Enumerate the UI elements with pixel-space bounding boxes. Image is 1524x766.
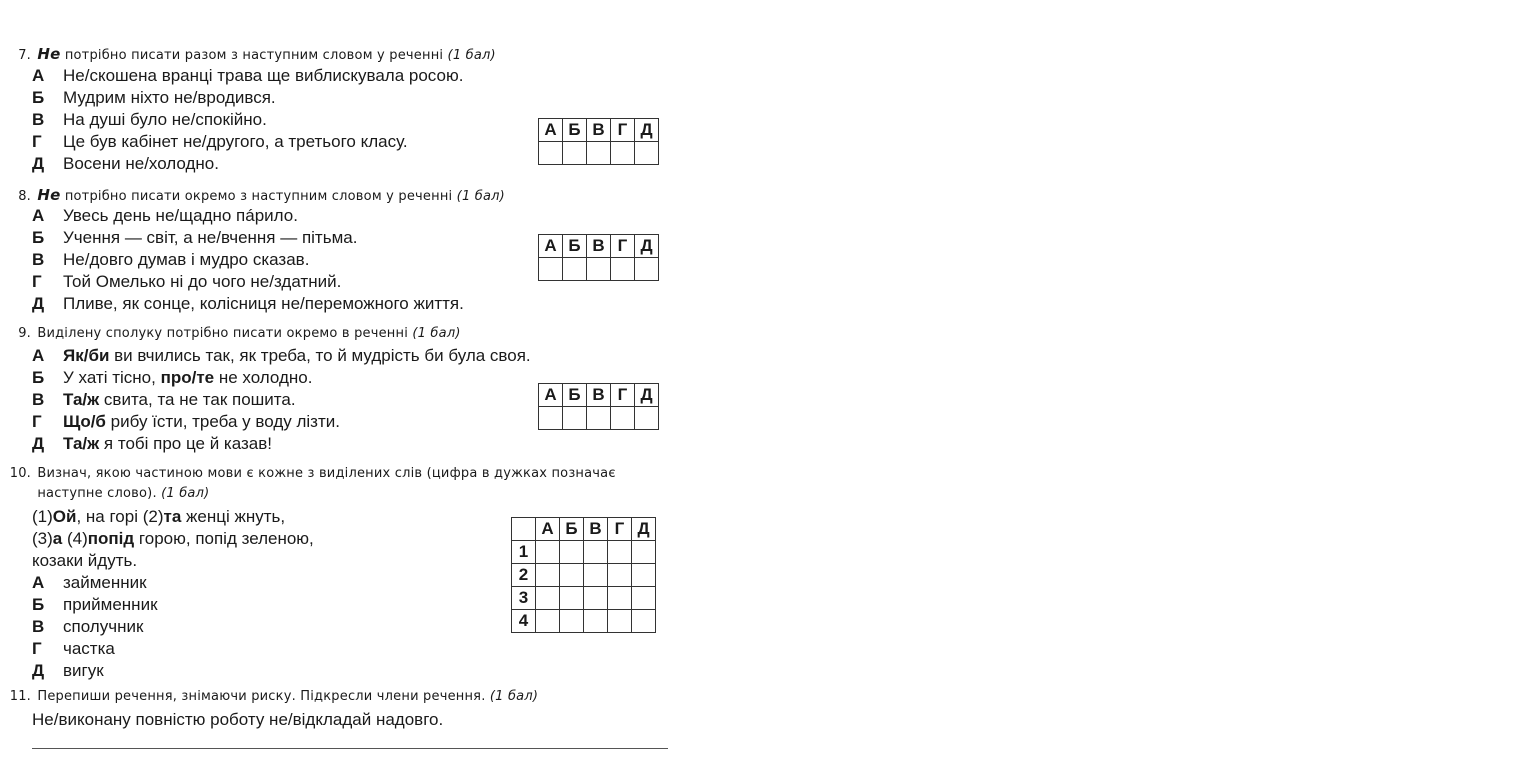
grid-header-cell: В	[587, 235, 611, 258]
q7-points: (1 бал)	[447, 48, 496, 63]
answer-cell[interactable]	[560, 610, 584, 633]
answer-cell[interactable]	[563, 258, 587, 281]
grid-row-label: 4	[512, 610, 536, 633]
grid-header-cell: Д	[635, 119, 659, 142]
answer-cell[interactable]	[635, 407, 659, 430]
answer-cell[interactable]	[587, 142, 611, 165]
q7-lead: Не	[37, 45, 61, 63]
grid-corner-cell	[512, 518, 536, 541]
q8-option-h: Г Той Омелько ні до чого не/здатний.	[32, 272, 342, 291]
answer-cell[interactable]	[560, 541, 584, 564]
grid-header-cell: Б	[563, 235, 587, 258]
q9-text: Виділену сполуку потрібно писати окремо в реченні	[37, 326, 409, 341]
answer-cell[interactable]	[632, 541, 656, 564]
grid-header-cell: Г	[611, 235, 635, 258]
q8-option-d: Д Пливе, як сонце, колісниця не/переможного життя.	[32, 294, 464, 313]
q10-points: (1 бал)	[161, 486, 210, 501]
q9-option-b: Б У хаті тісно, про/те не холодно.	[32, 368, 313, 387]
q7-option-b: Б Мудрим ніхто не/вродився.	[32, 88, 276, 107]
q8-option-b: Б Учення — світ, а не/вчення — пітьма.	[32, 228, 358, 247]
q7-option-v: В На душі було не/спокійно.	[32, 110, 267, 129]
answer-cell[interactable]	[536, 541, 560, 564]
grid-header-cell: В	[587, 384, 611, 407]
q8-lead: Не	[37, 186, 61, 204]
q8-option-a: А Увесь день не/щадно пáрило.	[32, 206, 298, 225]
answer-cell[interactable]	[539, 407, 563, 430]
q10-number: 10.	[9, 466, 31, 481]
answer-cell[interactable]	[584, 587, 608, 610]
q9-number: 9.	[18, 326, 31, 341]
q9-option-v: В Та/ж свита, та не так пошита.	[32, 390, 296, 409]
answer-cell[interactable]	[560, 587, 584, 610]
grid-header-cell: Б	[563, 119, 587, 142]
grid-header-cell: А	[539, 119, 563, 142]
grid-header-cell: Д	[635, 384, 659, 407]
q10-option-h: Г частка	[32, 639, 115, 658]
q9-heading	[0, 326, 461, 341]
grid-header-cell: Г	[608, 518, 632, 541]
q10-text-line2: наступне слово).	[37, 486, 157, 501]
answer-cell[interactable]	[536, 610, 560, 633]
q10-heading-cont	[0, 486, 209, 501]
answer-cell[interactable]	[584, 610, 608, 633]
q10-poem-line1: (1)Ой, на горі (2)та женці жнуть,	[32, 507, 286, 526]
answer-cell[interactable]	[587, 407, 611, 430]
answer-cell[interactable]	[635, 258, 659, 281]
grid-header-cell: В	[584, 518, 608, 541]
q9-points: (1 бал)	[412, 326, 461, 341]
q10-option-v: В сполучник	[32, 617, 144, 636]
grid-header-cell: А	[536, 518, 560, 541]
q9-option-h: Г Що/б рибу їсти, треба у воду лізти.	[32, 412, 340, 431]
q11-heading	[0, 689, 538, 704]
grid-header-cell: Б	[560, 518, 584, 541]
answer-cell[interactable]	[632, 610, 656, 633]
answer-cell[interactable]	[611, 142, 635, 165]
q8-answer-grid	[538, 234, 659, 281]
answer-cell[interactable]	[608, 587, 632, 610]
answer-cell[interactable]	[560, 564, 584, 587]
answer-cell[interactable]	[587, 258, 611, 281]
q8-heading	[0, 186, 505, 204]
answer-cell[interactable]	[563, 142, 587, 165]
q7-number: 7.	[18, 48, 31, 63]
q11-sentence: Не/виконану повністю роботу не/відкладай надовго.	[32, 710, 444, 729]
q8-points: (1 бал)	[456, 189, 505, 204]
q8-option-v: В Не/довго думав і мудро сказав.	[32, 250, 310, 269]
q7-answer-grid	[538, 118, 659, 165]
answer-cell[interactable]	[584, 564, 608, 587]
q10-text-line1: Визнач, якою частиною мови є кожне з виділених слів (цифра в дужках позначає	[37, 466, 616, 481]
answer-cell[interactable]	[563, 407, 587, 430]
grid-row-label: 3	[512, 587, 536, 610]
q7-option-d: Д Восени не/холодно.	[32, 154, 219, 173]
answer-cell[interactable]	[611, 258, 635, 281]
answer-cell[interactable]	[539, 258, 563, 281]
q9-option-a: А Як/би ви вчились так, як треба, то й мудрість би була своя.	[32, 346, 531, 365]
grid-header-cell: А	[539, 235, 563, 258]
answer-cell[interactable]	[632, 564, 656, 587]
q9-answer-grid	[538, 383, 659, 430]
answer-cell[interactable]	[536, 564, 560, 587]
q10-answer-grid	[511, 517, 656, 633]
answer-cell[interactable]	[539, 142, 563, 165]
grid-header-cell: Б	[563, 384, 587, 407]
answer-cell[interactable]	[632, 587, 656, 610]
grid-header-cell: Д	[632, 518, 656, 541]
grid-header-cell: В	[587, 119, 611, 142]
answer-cell[interactable]	[635, 142, 659, 165]
answer-cell[interactable]	[608, 564, 632, 587]
answer-cell[interactable]	[536, 587, 560, 610]
grid-header-cell: Г	[611, 119, 635, 142]
answer-cell[interactable]	[584, 541, 608, 564]
q11-number: 11.	[9, 689, 31, 704]
grid-row-label: 2	[512, 564, 536, 587]
q8-text: потрібно писати окремо з наступним словом у реченні	[64, 189, 453, 204]
q10-option-a: А займенник	[32, 573, 147, 592]
q7-option-a: А Не/скошена вранці трава ще виблискувала росою.	[32, 66, 464, 85]
q10-poem-line3: козаки йдуть.	[32, 551, 138, 570]
q11-points: (1 бал)	[489, 689, 539, 704]
q7-option-h: Г Це був кабінет не/другого, а третього класу.	[32, 132, 408, 151]
answer-line[interactable]	[32, 748, 668, 749]
q11-text: Перепиши речення, знімаючи риску. Підкресли члени речення.	[37, 689, 486, 704]
q10-option-b: Б прийменник	[32, 595, 158, 614]
grid-header-cell: Д	[635, 235, 659, 258]
answer-cell[interactable]	[611, 407, 635, 430]
q10-option-d: Д вигук	[32, 661, 104, 680]
q9-option-d: Д Та/ж я тобі про це й казав!	[32, 434, 273, 453]
answer-cell[interactable]	[608, 541, 632, 564]
q10-heading	[0, 466, 616, 481]
q8-number: 8.	[18, 189, 31, 204]
grid-row-label: 1	[512, 541, 536, 564]
q10-poem-line2: (3)а (4)попід горою, попід зеленою,	[32, 529, 314, 548]
answer-cell[interactable]	[608, 610, 632, 633]
grid-header-cell: А	[539, 384, 563, 407]
q7-text: потрібно писати разом з наступним словом у реченні	[64, 48, 444, 63]
q7-heading	[0, 45, 496, 63]
grid-header-cell: Г	[611, 384, 635, 407]
